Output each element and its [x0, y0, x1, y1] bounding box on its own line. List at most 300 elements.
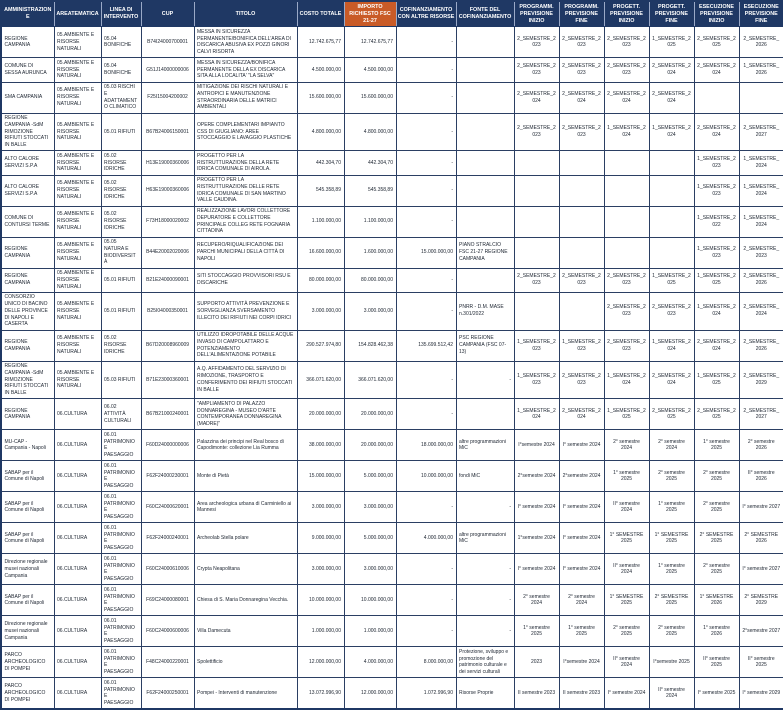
cell-cofinanziamento: - [396, 175, 456, 206]
cell-titolo: PROGETTO PER LA RISTRUTTURAZIONE DELLE RETE IDRICA COMUNALE DI SAN MARTINO VALLE CAUDINA. [194, 175, 297, 206]
cell-prog_inizio [514, 292, 559, 330]
table-row [1, 430, 783, 461]
cell-costo: 15.600.000,00 [297, 82, 344, 113]
cell-esec_inizio: 1° semestre 2026 [694, 616, 739, 647]
cell-costo: 9.000.000,00 [297, 523, 344, 554]
cell-esec_inizio: 2° SEMESTRE 2025 [694, 523, 739, 554]
cell-esec_fine: 2_SEMESTRE_2026 [739, 268, 783, 292]
cell-esec_inizio: 2_SEMESTRE_2024 [694, 330, 739, 361]
cell-areatematica: 05.AMBIENTE E RISORSE NATURALI [54, 27, 101, 58]
cell-fonte [456, 27, 514, 58]
cell-costo: 20.000.000,00 [297, 399, 344, 430]
table-header [1, 1, 783, 27]
cell-titolo: SUPPORTO ATTIVITÀ PREVENZIONE E SORVEGLIANZA SVERSAMENTO ILLECITO DEI RIFIUTI NEI CORPI IDRICI [194, 292, 297, 330]
cell-amministrazione: COMUNE DI CONTURSI TERME [1, 206, 54, 237]
cell-cup: F62F24000240001 [141, 523, 194, 554]
cell-amministrazione: REGIONE CAMPANIA -SdM RIMOZIONE RIFIUTI STOCCATI IN BALLE [1, 113, 54, 151]
cell-prog_fine: 2°semestre 2024 [559, 461, 604, 492]
cell-cup: F25I15004200002 [141, 82, 194, 113]
table-row [1, 492, 783, 523]
cell-importo: 366.071.620,00 [344, 361, 396, 399]
cell-importo: 20.000.000,00 [344, 430, 396, 461]
cell-prog_inizio: I° semestre 2024 [514, 554, 559, 585]
cell-titolo: Spolettificio [194, 647, 297, 678]
cell-esec_fine: I° semestre 2027 [739, 554, 783, 585]
cell-areatematica: 06.CULTURA [54, 678, 101, 710]
cell-esec_inizio [694, 82, 739, 113]
cell-progett_inizio [604, 151, 649, 175]
cell-linea: 06.02 ATTIVITÀ CULTURALI [101, 399, 141, 430]
cell-costo: 1.100.000,00 [297, 206, 344, 237]
cell-linea: 05.02 RISORSE IDRICHE [101, 175, 141, 206]
cell-progett_fine: 2_SEMESTRE_2024 [649, 82, 694, 113]
cell-titolo: Archeolab Stella polare [194, 523, 297, 554]
cell-prog_fine [559, 237, 604, 268]
table-row [1, 330, 783, 361]
cell-cup: B67D20008960009 [141, 330, 194, 361]
cell-esec_fine: 1_SEMESTRE_2024 [739, 206, 783, 237]
cell-amministrazione: PARCO ARCHEOLOGICO DI POMPEI [1, 678, 54, 710]
cell-importo: 20.000.000,00 [344, 399, 396, 430]
cell-amministrazione: REGIONE CAMPANIA [1, 399, 54, 430]
cell-cup: H63E19000360006 [141, 175, 194, 206]
cell-fonte: - [456, 585, 514, 616]
cell-areatematica: 06.CULTURA [54, 616, 101, 647]
cell-fonte [456, 113, 514, 151]
cell-esec_fine: 2_SEMESTRE_2026 [739, 330, 783, 361]
cell-areatematica: 05.AMBIENTE E RISORSE NATURALI [54, 268, 101, 292]
cell-prog_inizio: 2_SEMESTRE_2023 [514, 268, 559, 292]
cell-esec_fine: I° semestre 2029 [739, 678, 783, 710]
cell-progett_inizio: II° semestre 2024 [604, 647, 649, 678]
cell-prog_inizio [514, 206, 559, 237]
cell-esec_inizio: II° semestre 2025 [694, 647, 739, 678]
cell-esec_inizio: 2_SEMESTRE_2024 [694, 113, 739, 151]
cell-esec_fine [739, 82, 783, 113]
cell-prog_fine: I°semestre 2024 [559, 647, 604, 678]
cell-linea: 06.01 PATRIMONIO E PAESAGGIO [101, 461, 141, 492]
cell-fonte: altre programmazioni MiC [456, 430, 514, 461]
cell-prog_inizio: I° semestre 2024 [514, 492, 559, 523]
cell-importo: 1.600.000,00 [344, 237, 396, 268]
cell-cofinanziamento: - [396, 82, 456, 113]
cell-esec_fine: 2_SEMESTRE_2027 [739, 113, 783, 151]
cell-cofinanziamento: 1.072.996,90 [396, 678, 456, 710]
cell-importo: 545.358,89 [344, 175, 396, 206]
table-row [1, 113, 783, 151]
cell-cofinanziamento: - [396, 616, 456, 647]
cell-cofinanziamento: 10.000.000,00 [396, 461, 456, 492]
table-row [1, 399, 783, 430]
cell-costo: 13.072.996,90 [297, 678, 344, 710]
cell-titolo: "AMPLIAMENTO DI PALAZZO DONNAREGINA - MUSEO D'ARTE CONTEMPORANEA DONNAREGINA (MADRE)" [194, 399, 297, 430]
cell-importo: 15.600.000,00 [344, 82, 396, 113]
cell-titolo: Area archeologica urbana di Carminiello ai Mannesi [194, 492, 297, 523]
cell-costo: 12.000.000,00 [297, 647, 344, 678]
cell-linea: 05.04 BONIFICHE [101, 58, 141, 82]
cell-titolo: MESSA IN SICUREZZA PERMANENTE/BONIFICA DELL'AREA DI DISCARICA ABUSIVA EX POZZI GINORI CALVI RISORTA [194, 27, 297, 58]
cell-cup: B25I04000350001 [141, 292, 194, 330]
cell-progett_fine: 2° SEMESTRE 2025 [649, 585, 694, 616]
cell-areatematica: 05.AMBIENTE E RISORSE NATURALI [54, 58, 101, 82]
cell-cup: F48C24000220001 [141, 647, 194, 678]
cell-costo: 3.000.000,00 [297, 554, 344, 585]
cell-progett_fine: 1° semestre 2025 [649, 492, 694, 523]
cell-areatematica: 05.AMBIENTE E RISORSE NATURALI [54, 206, 101, 237]
cell-fonte: PSC REGIONE CAMPANIA (FSC 07-13) [456, 330, 514, 361]
cell-amministrazione: SABAP per il Comune di Napoli [1, 523, 54, 554]
cell-prog_fine [559, 206, 604, 237]
cell-fonte [456, 58, 514, 82]
column-header-titolo: TITOLO [194, 1, 297, 27]
cell-cofinanziamento: 18.000.000,00 [396, 430, 456, 461]
cell-importo: 4.500.000,00 [344, 58, 396, 82]
header-row [1, 1, 783, 27]
cell-prog_fine: 2_SEMESTRE_2023 [559, 58, 604, 82]
column-header-fonte: FONTE DEL COFINANZIAMENTO [456, 1, 514, 27]
cell-prog_inizio: 2_SEMESTRE_2023 [514, 27, 559, 58]
cell-esec_inizio: 1_SEMESTRE_2025 [694, 268, 739, 292]
cell-costo: 290.527.974,80 [297, 330, 344, 361]
table-row [1, 82, 783, 113]
cell-esec_inizio: 1_SEMESTRE_2023 [694, 151, 739, 175]
cell-amministrazione: SMA CAMPANIA [1, 82, 54, 113]
cell-linea: 06.01 PATRIMONIO E PAESAGGIO [101, 492, 141, 523]
cell-costo: 15.000.000,00 [297, 461, 344, 492]
column-header-areatematica: AREATEMATICA [54, 1, 101, 27]
cell-progett_fine: 1_SEMESTRE_2025 [649, 27, 694, 58]
cell-amministrazione: ALTO CALORE SERVIZI S.P.A [1, 151, 54, 175]
cell-cup: F73H18000020002 [141, 206, 194, 237]
cell-progett_fine: II° semestre 2024 [649, 678, 694, 710]
cell-esec_fine: 2°semestre 2027 [739, 616, 783, 647]
cell-progett_inizio: 1_SEMESTRE_2024 [604, 113, 649, 151]
cell-prog_fine: 2_SEMESTRE_2023 [559, 268, 604, 292]
cell-progett_fine: 2_SEMESTRE_2025 [649, 399, 694, 430]
cell-amministrazione: REGIONE CAMPANIA [1, 268, 54, 292]
cell-titolo: REALIZZAZIONE LAVORI COLLETTORE DEPURATORE E COLLETTORE PRINCIPALE COLLEG RETE FOGNARIA CITTADINA [194, 206, 297, 237]
cell-esec_fine: 2° SEMESTRE 2026 [739, 523, 783, 554]
cell-cofinanziamento: 4.000.000,00 [396, 523, 456, 554]
cell-areatematica: 06.CULTURA [54, 399, 101, 430]
cell-fonte: fondi MiC [456, 461, 514, 492]
cell-progett_inizio: 1° SEMESTRE 2025 [604, 523, 649, 554]
cell-costo: 38.000.000,00 [297, 430, 344, 461]
cell-costo: 1.000.000,00 [297, 616, 344, 647]
column-header-costo: COSTO TOTALE [297, 1, 344, 27]
cell-prog_inizio [514, 175, 559, 206]
cell-fonte: PNRR - D.M. MASE n.301/2022 [456, 292, 514, 330]
column-header-progett_fine: PROGETT. PREVISIONE FINE [649, 1, 694, 27]
cell-esec_inizio: 2_SEMESTRE_2025 [694, 399, 739, 430]
column-header-progett_inizio: PROGETT. PREVISIONE INIZIO [604, 1, 649, 27]
cell-areatematica: 05.AMBIENTE E RISORSE NATURALI [54, 237, 101, 268]
cell-costo: 3.000.000,00 [297, 492, 344, 523]
cell-importo: 442.304,70 [344, 151, 396, 175]
cell-linea: 05.01 RIFIUTI [101, 268, 141, 292]
cell-prog_fine: 2_SEMESTRE_2023 [559, 361, 604, 399]
cell-importo: 3.000.000,00 [344, 292, 396, 330]
cell-fonte: Protezione, sviluppo e promozione del patrimonio culturale e dei servizi culturali [456, 647, 514, 678]
table-row [1, 151, 783, 175]
cell-areatematica: 05.AMBIENTE E RISORSE NATURALI [54, 292, 101, 330]
cell-esec_inizio: 2° semestre 2025 [694, 461, 739, 492]
cell-progett_inizio: 1° semestre 2025 [604, 461, 649, 492]
cell-progett_fine: 1_SEMESTRE_2025 [649, 268, 694, 292]
table-row [1, 678, 783, 710]
cell-progett_inizio: 2_SEMESTRE_2023 [604, 58, 649, 82]
cell-titolo: MITIGAZIONE DEI RISCHI NATURALI E ANTROPICI E MANUTENZIONE STRAORDINARIA DELLE MATRICI AMBIENTALI [194, 82, 297, 113]
cell-prog_fine: II semestre 2023 [559, 678, 604, 710]
cell-prog_inizio: 2_SEMESTRE_2023 [514, 58, 559, 82]
cell-prog_inizio: 1_SEMESTRE_2023 [514, 330, 559, 361]
cell-progett_inizio: 1_SEMESTRE_2024 [604, 361, 649, 399]
table-row [1, 585, 783, 616]
cell-costo: 16.600.000,00 [297, 237, 344, 268]
cell-prog_inizio: 2_SEMESTRE_2024 [514, 82, 559, 113]
cell-progett_inizio: I° semestre 2024 [604, 678, 649, 710]
cell-linea: 05.02 RISORSE IDRICHE [101, 330, 141, 361]
cell-progett_fine: 1_SEMESTRE_2024 [649, 330, 694, 361]
cell-progett_fine [649, 237, 694, 268]
cell-linea: 06.01 PATRIMONIO E PAESAGGIO [101, 616, 141, 647]
cell-titolo: UTILIZZO IDROPOTABILE DELLE ACQUE INVASO DI CAMPOLATTARO E POTENZIAMENTO DELL'ALIMENTAZIONE POTABILE [194, 330, 297, 361]
cell-amministrazione: REGIONE CAMPANIA [1, 27, 54, 58]
cell-amministrazione: ALTO CALORE SERVIZI S.P.A [1, 175, 54, 206]
cell-cofinanziamento: - [396, 27, 456, 58]
cell-areatematica: 06.CULTURA [54, 647, 101, 678]
column-header-cofinanziamento: COFINANZIAMENTO CON ALTRE RISORSE [396, 1, 456, 27]
cell-prog_fine: I° semestre 2024 [559, 492, 604, 523]
cell-prog_fine: I° semestre 2024 [559, 523, 604, 554]
column-header-prog_inizio: PROGRAMM. PREVISIONE INIZIO [514, 1, 559, 27]
cell-cup: B74I24000700001 [141, 27, 194, 58]
cell-prog_inizio: I°semestre 2024 [514, 430, 559, 461]
cell-esec_fine: 1_SEMESTRE_2024 [739, 151, 783, 175]
cell-amministrazione: MU-CAP - Campania - Napoli [1, 430, 54, 461]
cell-titolo: Monte di Pietà [194, 461, 297, 492]
cell-linea: 05.01 RIFIUTI [101, 292, 141, 330]
cell-linea: 05.01 RIFIUTI [101, 113, 141, 151]
cell-esec_inizio: 1_SEMESTRE_2023 [694, 237, 739, 268]
cell-progett_inizio: 2_SEMESTRE_2023 [604, 292, 649, 330]
cell-titolo: MESSA IN SICUREZZA/BONIFICA PERMANENTE DELLA EX DISCARICA SITA ALLA LOCALITA' "LA SELVA" [194, 58, 297, 82]
cell-areatematica: 06.CULTURA [54, 554, 101, 585]
column-header-cup: CUP [141, 1, 194, 27]
cell-esec_fine: 2_SEMESTRE_2027 [739, 399, 783, 430]
cell-areatematica: 06.CULTURA [54, 492, 101, 523]
cell-cofinanziamento: 15.000.000,00 [396, 237, 456, 268]
cell-esec_fine: 2_SEMESTRE_2026 [739, 27, 783, 58]
cell-esec_inizio: 2_SEMESTRE_2024 [694, 58, 739, 82]
cell-titolo: Villa Damecuta [194, 616, 297, 647]
cell-prog_inizio: II semestre 2023 [514, 678, 559, 710]
cell-fonte [456, 82, 514, 113]
cell-costo: 4.500.000,00 [297, 58, 344, 82]
cell-titolo: Chiesa di S. Maria Donnaregina Vecchia. [194, 585, 297, 616]
cell-areatematica: 05.AMBIENTE E RISORSE NATURALI [54, 82, 101, 113]
cell-fonte [456, 151, 514, 175]
cell-prog_inizio: 2023 [514, 647, 559, 678]
cell-progett_fine [649, 151, 694, 175]
cell-costo: 12.742.675,77 [297, 27, 344, 58]
cell-amministrazione: CONSORZIO UNICO DI BACINO DELLE PROVINCE DI NAPOLI E CASERTA [1, 292, 54, 330]
cell-importo: 1.000.000,00 [344, 616, 396, 647]
cell-linea: 05.03 RIFIUTI [101, 361, 141, 399]
cell-cup: B21E24000090001 [141, 268, 194, 292]
cell-importo: 4.000.000,00 [344, 647, 396, 678]
cell-esec_fine: 1_SEMESTRE_2024 [739, 175, 783, 206]
cell-cup: B67B24006150001 [141, 113, 194, 151]
cell-titolo: Palazzina dei principi nel Real bosco di Capodimonte: collezione Lia Rumma [194, 430, 297, 461]
cell-esec_fine: II° semestre 2025 [739, 647, 783, 678]
cell-fonte [456, 175, 514, 206]
cell-esec_fine: I° semestre 2027 [739, 492, 783, 523]
cell-linea: 05.02 RISORSE IDRICHE [101, 151, 141, 175]
cell-progett_fine: 2_SEMESTRE_2023 [649, 292, 694, 330]
cell-cofinanziamento: - [396, 151, 456, 175]
table-row [1, 237, 783, 268]
cell-costo: 10.000.000,00 [297, 585, 344, 616]
cell-fonte: altre programmazioni MiC [456, 523, 514, 554]
cell-costo: 442.304,70 [297, 151, 344, 175]
column-header-amministrazione: AMMINISTRAZIONE [1, 1, 54, 27]
cell-progett_fine: 1° semestre 2025 [649, 554, 694, 585]
cell-progett_inizio: 1_SEMESTRE_2025 [604, 399, 649, 430]
cell-cofinanziamento: 135.699.512,42 [396, 330, 456, 361]
cell-esec_fine: 2_SEMESTRE_2023 [739, 237, 783, 268]
cell-areatematica: 06.CULTURA [54, 461, 101, 492]
table-row [1, 361, 783, 399]
table-row [1, 268, 783, 292]
cell-cofinanziamento: - [396, 554, 456, 585]
cell-cup: F62F24000230001 [141, 461, 194, 492]
cell-titolo: RECUPERO/RIQUALIFICAZIONE DEI PARCHI MUNICIPALI DELLA CITTÀ DI NAPOLI [194, 237, 297, 268]
cell-areatematica: 05.AMBIENTE E RISORSE NATURALI [54, 113, 101, 151]
cell-progett_fine: 2_SEMESTRE_2024 [649, 361, 694, 399]
cell-esec_fine: 1_SEMESTRE_2026 [739, 58, 783, 82]
cell-importo: 1.100.000,00 [344, 206, 396, 237]
column-header-esec_fine: ESECUZIONE PREVISIONE FINE [739, 1, 783, 27]
cell-prog_fine: 2_SEMESTRE_2024 [559, 82, 604, 113]
table-row [1, 616, 783, 647]
cell-linea: 06.01 PATRIMONIO E PAESAGGIO [101, 554, 141, 585]
cell-prog_fine: 1_SEMESTRE_2023 [559, 330, 604, 361]
cell-fonte [456, 268, 514, 292]
cell-importo: 12.742.675,77 [344, 27, 396, 58]
cell-importo: 4.800.000,00 [344, 113, 396, 151]
cell-progett_inizio: II° semestre 2024 [604, 554, 649, 585]
column-header-esec_inizio: ESECUZIONE PREVISIONE INIZIO [694, 1, 739, 27]
column-header-linea: LINEA DI INTERVENTO [101, 1, 141, 27]
cell-progett_fine: 2° semestre 2025 [649, 461, 694, 492]
cell-prog_fine [559, 151, 604, 175]
cell-progett_inizio [604, 175, 649, 206]
cell-prog_inizio: 1_SEMESTRE_2024 [514, 399, 559, 430]
cell-titolo: OPERE COMPLEMENTARI IMPIANTO CSS DI GIUGLIANO: AREE STOCCAGGIO E LAVAGGIO PLASTICHE [194, 113, 297, 151]
cell-progett_inizio: 2_SEMESTRE_2024 [604, 82, 649, 113]
cell-cofinanziamento: - [396, 58, 456, 82]
cell-progett_fine: 1° SEMESTRE 2025 [649, 523, 694, 554]
cell-linea: 05.05 NATURA E BIODIVERSITÀ [101, 237, 141, 268]
cell-esec_fine: 2° SEMESTRE 2029 [739, 585, 783, 616]
cell-fonte: Risorse Proprie [456, 678, 514, 710]
column-header-prog_fine: PROGRAMM. PREVISIONE FINE [559, 1, 604, 27]
cell-linea: 06.01 PATRIMONIO E PAESAGGIO [101, 523, 141, 554]
table-row [1, 175, 783, 206]
table-row [1, 27, 783, 58]
cell-esec_fine: 2_SEMESTRE_2029 [739, 361, 783, 399]
cell-esec_inizio: 2_SEMESTRE_2025 [694, 27, 739, 58]
cell-prog_fine: I° semestre 2024 [559, 430, 604, 461]
cell-prog_fine: 2° semestre 2024 [559, 585, 604, 616]
cell-progett_inizio: 2° semestre 2024 [604, 430, 649, 461]
cell-prog_fine: 1° semestre 2025 [559, 616, 604, 647]
cell-progett_inizio: 2_SEMESTRE_2023 [604, 27, 649, 58]
cell-linea: 06.01 PATRIMONIO E PAESAGGIO [101, 678, 141, 710]
cell-progett_inizio: 1° SEMESTRE 2025 [604, 585, 649, 616]
cell-areatematica: 05.AMBIENTE E RISORSE NATURALI [54, 361, 101, 399]
cell-prog_fine: 2_SEMESTRE_2023 [559, 27, 604, 58]
cell-progett_inizio: 2° semestre 2025 [604, 616, 649, 647]
cell-amministrazione: COMUNE DI SESSA AURUNCA [1, 58, 54, 82]
cell-prog_inizio: 2°semestre 2024 [514, 461, 559, 492]
table-body [1, 27, 783, 710]
cell-cup: F69C24000080001 [141, 585, 194, 616]
cell-fonte: PIANO STRALCIO FSC 21-27 REGIONE CAMPANIA [456, 237, 514, 268]
cell-fonte [456, 206, 514, 237]
table-row [1, 206, 783, 237]
cell-costo: 545.358,89 [297, 175, 344, 206]
cell-progett_fine: 1_SEMESTRE_2024 [649, 113, 694, 151]
cell-esec_inizio: 1° SEMESTRE 2026 [694, 585, 739, 616]
cell-amministrazione: SABAP per il Comune di Napoli [1, 585, 54, 616]
table-row [1, 647, 783, 678]
cell-amministrazione: Direzione regionale musei nazionali Campania [1, 554, 54, 585]
cell-progett_inizio: 2_SEMESTRE_2023 [604, 268, 649, 292]
cell-importo: 10.000.000,00 [344, 585, 396, 616]
cell-esec_fine: 2° semestre 2026 [739, 430, 783, 461]
cell-areatematica: 05.AMBIENTE E RISORSE NATURALI [54, 175, 101, 206]
cell-cup: G51J14000000006 [141, 58, 194, 82]
cell-prog_inizio [514, 151, 559, 175]
cell-cofinanziamento: - [396, 585, 456, 616]
cell-amministrazione: REGIONE CAMPANIA [1, 330, 54, 361]
cell-progett_fine: I°semestre 2025 [649, 647, 694, 678]
cell-progett_inizio [604, 206, 649, 237]
cell-importo: 154.828.462,38 [344, 330, 396, 361]
cell-costo: 4.800.000,00 [297, 113, 344, 151]
cell-fonte [456, 399, 514, 430]
cell-cup: F60C24000610006 [141, 554, 194, 585]
cell-titolo: SITI STOCCAGGIO PROVVISORI RSU E DISCARICHE [194, 268, 297, 292]
cell-cofinanziamento: 8.000.000,00 [396, 647, 456, 678]
cell-linea: 05.04 BONIFICHE [101, 27, 141, 58]
cell-progett_inizio: II° semestre 2024 [604, 492, 649, 523]
cell-cofinanziamento: - [396, 113, 456, 151]
cell-esec_fine: II° semestre 2026 [739, 461, 783, 492]
cell-fonte: - [456, 616, 514, 647]
cell-prog_inizio [514, 237, 559, 268]
cell-esec_fine: 2_SEMESTRE_2024 [739, 292, 783, 330]
cell-cup: B67B21000240001 [141, 399, 194, 430]
cell-cup: F60C24000620001 [141, 492, 194, 523]
table-row [1, 58, 783, 82]
cell-progett_fine: 2_SEMESTRE_2024 [649, 58, 694, 82]
cell-linea: 06.01 PATRIMONIO E PAESAGGIO [101, 647, 141, 678]
cell-cup: F62F24000250001 [141, 678, 194, 710]
cell-fonte: - [456, 554, 514, 585]
